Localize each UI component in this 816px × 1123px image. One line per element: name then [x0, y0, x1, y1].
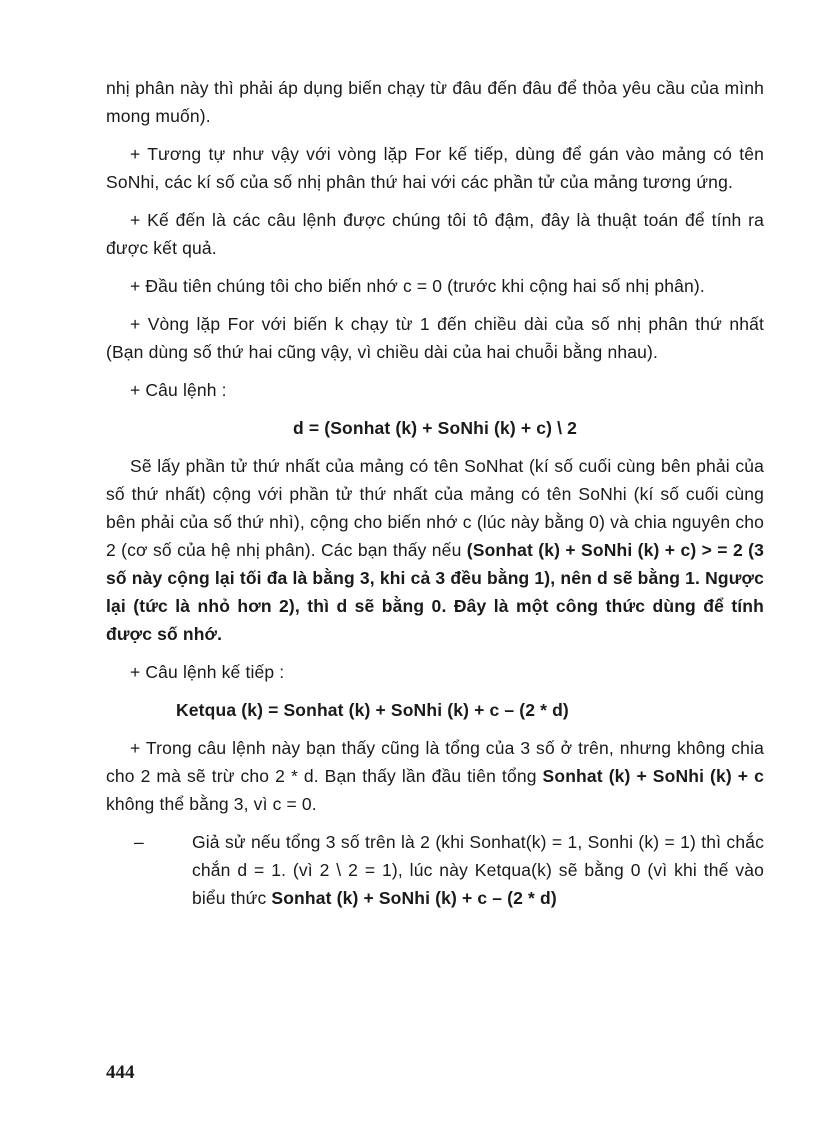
carry-explanation-text: Sẽ lấy phần tử thứ nhất của mảng có tên SoNhat (kí số cuối cùng bên phải của số thứ nhất) cộng với phần tử thứ nhất của mảng có tên SoNhi (kí số cuối cùng bên phải của số thứ nhì), cộng cho biến nhớ c (lúc này bằng 0) và chia nguyên cho 2 (cơ số của hệ nhị phân). Các bạn thấy nếu: [106, 456, 764, 560]
paragraph-continuation: nhị phân này thì phải áp dụng biến chạy từ đâu đến đâu để thỏa yêu cầu của mình mong muốn).: [106, 78, 764, 126]
formula-carry: d = (Sonhat (k) + SoNhi (k) + c) \ 2: [293, 418, 577, 438]
dash-item-normal: Giả sử nếu tổng 3 số trên là 2 (khi Sonhat(k) = 1, Sonhi (k) = 1) thì chắc chắn d = 1. (vì 2 \ 2 = 1), lúc này Ketqua(k) sẽ bằng 0 (vì khi thế vào biểu thức: [192, 832, 764, 908]
dash-list-item: [134, 828, 764, 912]
paragraph-carry-explanation: [106, 452, 764, 648]
paragraph-statement-label: + Câu lệnh :: [130, 380, 227, 400]
dash-bullet: –: [134, 832, 144, 852]
carry-explanation-bold: (Sonhat (k) + SoNhi (k) + c) > = 2 (3 số này cộng lại tối đa là bằng 3, khi cả 3 đều bằng 1), nên d sẽ bằng 1. Ngược lại (tức là nhỏ hơn 2), thì d sẽ bằng 0. Đây là một công thức dùng để tính được số nhớ.: [106, 540, 764, 644]
paragraph-next-statement-label: + Câu lệnh kế tiếp :: [130, 662, 285, 682]
dash-item-text: [192, 828, 764, 912]
paragraph-bold-statements: + Kế đến là các câu lệnh được chúng tôi tô đậm, đây là thuật toán để tính ra được kết quả.: [106, 210, 764, 258]
dash-item-bold: Sonhat (k) + SoNhi (k) + c – (2 * d): [271, 888, 557, 908]
paragraph-for-loop: + Vòng lặp For với biến k chạy từ 1 đến chiều dài của số nhị phân thứ nhất (Bạn dùng số thứ hai cũng vậy, vì chiều dài của hai chuỗi bằng nhau).: [106, 314, 764, 362]
paragraph-result-explanation: [106, 734, 764, 818]
result-explanation-text: + Trong câu lệnh này bạn thấy cũng là tổng của 3 số ở trên, nhưng không chia cho 2 mà sẽ trừ cho 2 * d. Bạn thấy lần đầu tiên tổng: [106, 738, 764, 786]
page-number: 444: [106, 1062, 135, 1083]
result-explanation-bold: Sonhat (k) + SoNhi (k) + c: [542, 766, 765, 786]
body-text: [106, 74, 764, 912]
formula-result: Ketqua (k) = Sonhat (k) + SoNhi (k) + c – (2 * d): [176, 700, 569, 720]
result-explanation-tail: không thể bằng 3, vì c = 0.: [106, 794, 317, 814]
paragraph-carry-init: + Đầu tiên chúng tôi cho biến nhớ c = 0 (trước khi cộng hai số nhị phân).: [130, 276, 705, 296]
paragraph-sonhi-loop: + Tương tự như vậy với vòng lặp For kế tiếp, dùng để gán vào mảng có tên SoNhi, các kí số của số nhị phân thứ hai với các phần tử của mảng tương ứng.: [106, 144, 764, 192]
